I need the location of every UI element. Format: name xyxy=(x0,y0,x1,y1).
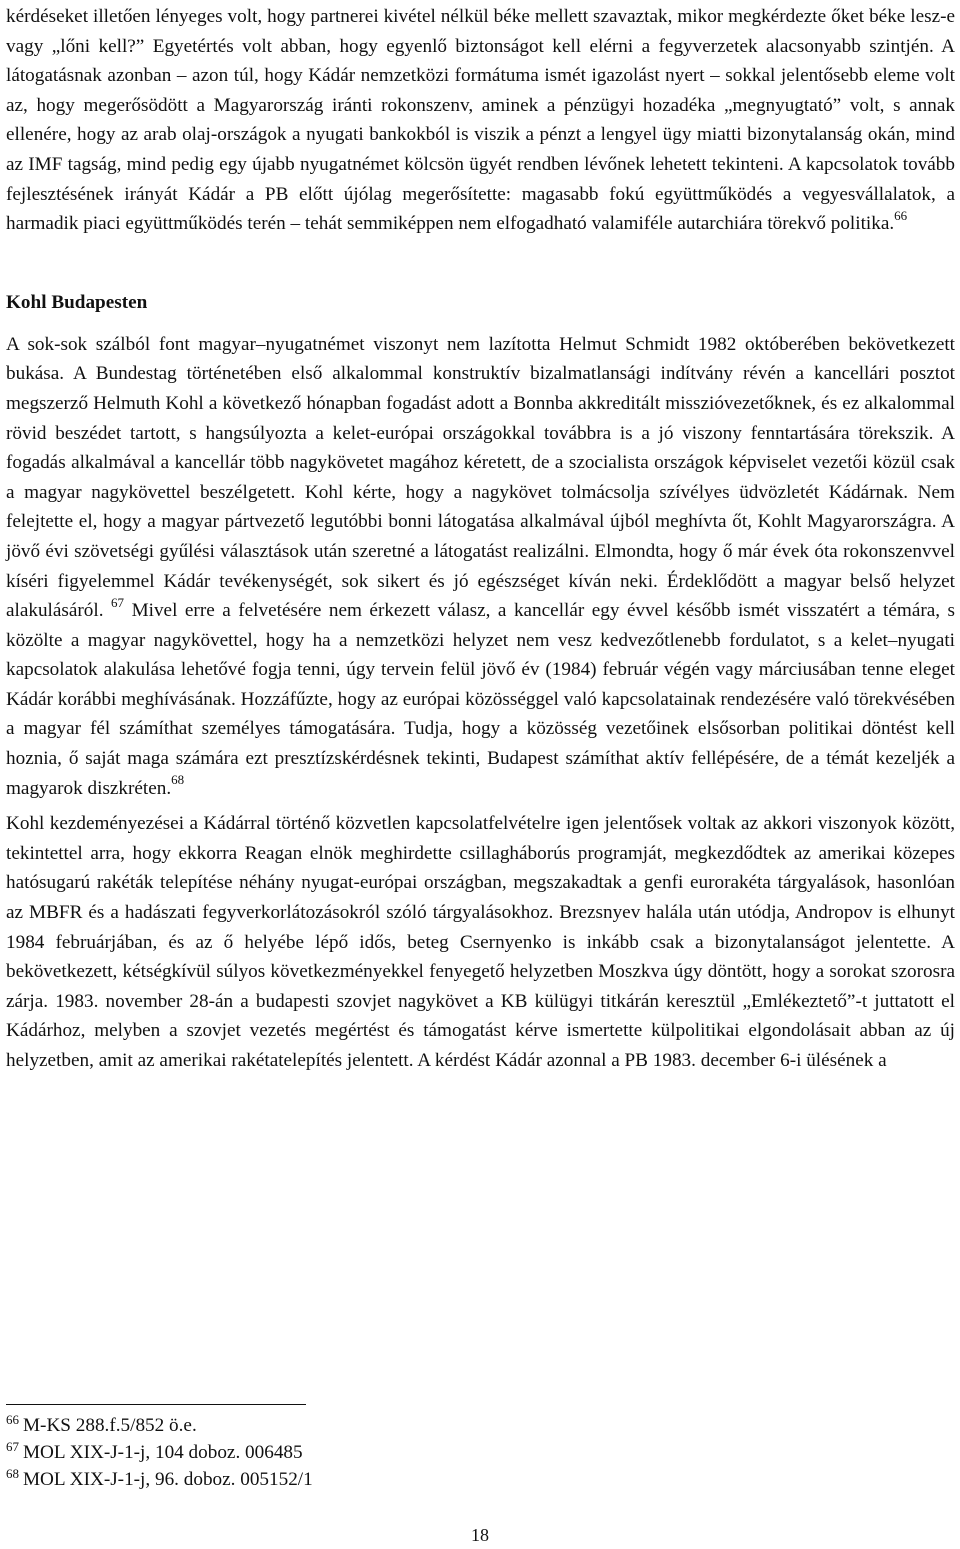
paragraph-1-text: kérdéseket illetően lényeges volt, hogy partnerei kivétel nélkül béke mellett szavaztak, mikor megkérdezte őket béke lesz-e vagy „lőni kell?” Egyetértés volt abban, hogy egyenlő biztonságot kell elérni a fegyverzetek alacsonyabb szintjén. A látogatásnak azonban – azon túl, hogy Kádár nemzetközi formátuma ismét igazolást nyert – sokkal jelentősebb eleme volt az, hogy megerősödött a Magyarország iránti rokonszenv, aminek a pénzügyi hozadéka „megnyugtató” volt, s annak ellenére, hogy az arab olaj-országok a nyugati bankokból is viszik a pénzt a lengyel ügy miatti bizonytalanság okán, mind az IMF tagság, mind pedig egy újabb nyugatnémet kölcsön ügyét rendben lévőnek lehetett tekinteni. A kapcsolatok tovább fejlesztésének irányát Kádár a PB előtt újólag megerősítette: magasabb fokú együttműködés a vegyesvállalatok, a harmadik piaci együttműködés terén – tehát semmiképpen nem elfogadható valamiféle autarchiára törekvő politika. xyxy=(6,6,955,235)
footnote-item xyxy=(6,1412,906,1439)
paragraph-2-text-part-1: A sok-sok szálból font magyar–nyugatnémet viszonyt nem lazította Helmut Schmidt 1982 októberében bekövetkezett bukása. A Bundestag történetében első alkalommal konstruktív bizalmatlansági indítvány révén a kancellári posztot megszerző Helmuth Kohl a következő hónapban fogadást adott a Bonnba akkreditált misszióvezetőknek, és ez alkalommal rövid beszédet tartott, s hangsúlyozta a kelet-európai országokkal továbbra is a jó viszony fenntartására törekszik. A fogadás alkalmával a kancellár több nagykövetet magához kéretett, de a szocialista országok képviselet vezetői közül csak a magyar nagykövettel beszélgetett. Kohl kérte, hogy a nagykövet tolmácsolja szívélyes üdvözletét Kádárnak. Nem felejtette el, hogy a magyar pártvezető legutóbbi bonni látogatása alkalmával újból meghívta őt, Kohlt Magyarországra. A jövő évi szövetségi gyűlési választások után szeretné a látogatást realizálni. Elmondta, hogy ő már évek óta rokonszenvvel kíséri figyelemmel Kádár tevékenységét, sok sikert és jó egészséget kíván neki. Érdeklődött a magyar belső helyzet alakulásáról. xyxy=(6,333,955,622)
footnote-item xyxy=(6,1439,906,1466)
footnote-divider xyxy=(6,1404,306,1405)
document-page xyxy=(6,0,955,1076)
footnote-ref-66[interactable]: 66 xyxy=(894,207,908,223)
footnotes xyxy=(6,1412,906,1493)
body-paragraph-1 xyxy=(6,2,955,239)
footnote-ref-67[interactable]: 67 xyxy=(111,594,125,610)
footnote-number: 67 xyxy=(6,1438,19,1454)
footnote-text: M-KS 288.f.5/852 ö.e. xyxy=(23,1415,197,1436)
footnote-item xyxy=(6,1466,906,1493)
paragraph-2-text-part-2: Mivel erre a felvetésére nem érkezett válasz, a kancellár egy évvel később ismét visszatért a témára, s közölte a magyar nagykövettel, hogy ha a nemzetközi helyzet nem vesz kedvezőtlenebb fordulatot, s a kelet–nyugati kapcsolatok alakulása lehetővé fogja tenni, úgy tervein felül jövő év (1984) február végén vagy márciusában tenne eleget Kádár korábbi meghívásának. Hozzáfűzte, hogy az európai közösséggel való kapcsolatainak rendezésére való törekvésében a magyar fél számíthat személyes támogatására. Tudja, hogy a közösség vezetőinek elsősorban politikai döntést kell hoznia, ő saját maga számára ezt presztízskérdésnek tekinti, Budapest számíthat aktív fellépésére, de a témát kezeljék a magyarok diszkréten. xyxy=(6,600,956,799)
paragraph-3-text: Kohl kezdeményezései a Kádárral történő közvetlen kapcsolatfelvételre igen jelentősek voltak az akkori viszonyok között, tekintettel arra, hogy ekkorra Reagan elnök meghirdette csillagháborús programját, megkezdődtek az amerikai közepes hatósugarú rakéták telepítése néhány nyugat-európai országban, megszakadtak a genfi eurorakéta tárgyalások, hasonlóan az MBFR és a hadászati fegyverkorlátozásokról szóló tárgyalásokhoz. Brezsnyev halála után utódja, Andropov is elhunyt 1984 februárjában, és az ő helyébe lépő idős, beteg Csernyenko is inkább csak a bizonytalanságot jelentette. A bekövetkezett, kétségkívül súlyos következményekkel fenyegető helyzetben Moszkva úgy döntött, hogy a sorokat szorosra zárja. 1983. november 28-án a budapesti szovjet nagykövet a KB külügyi titkárán keresztül „Emlékeztető”-t juttatott el Kádárhoz, melyben a szovjet vezetés megértést és támogatást kérve ismertette külpolitikai elgondolásait abban az új helyzetben, amit az amerikai rakétatelepítés jelentett. A kérdést Kádár azonnal a PB 1983. december 6-i ülésének a xyxy=(6,813,955,1071)
footnote-text: MOL XIX-J-1-j, 104 doboz. 006485 xyxy=(23,1442,303,1463)
section-title: Kohl Budapesten xyxy=(6,291,148,313)
body-paragraph-2 xyxy=(6,330,955,804)
footnote-ref-68[interactable]: 68 xyxy=(171,772,185,788)
footnote-number: 66 xyxy=(6,1411,19,1427)
page-number: 18 xyxy=(471,1525,489,1545)
footnote-text: MOL XIX-J-1-j, 96. doboz. 005152/1 xyxy=(23,1469,313,1490)
body-paragraph-3 xyxy=(6,809,955,1075)
footnote-number: 68 xyxy=(6,1465,19,1481)
